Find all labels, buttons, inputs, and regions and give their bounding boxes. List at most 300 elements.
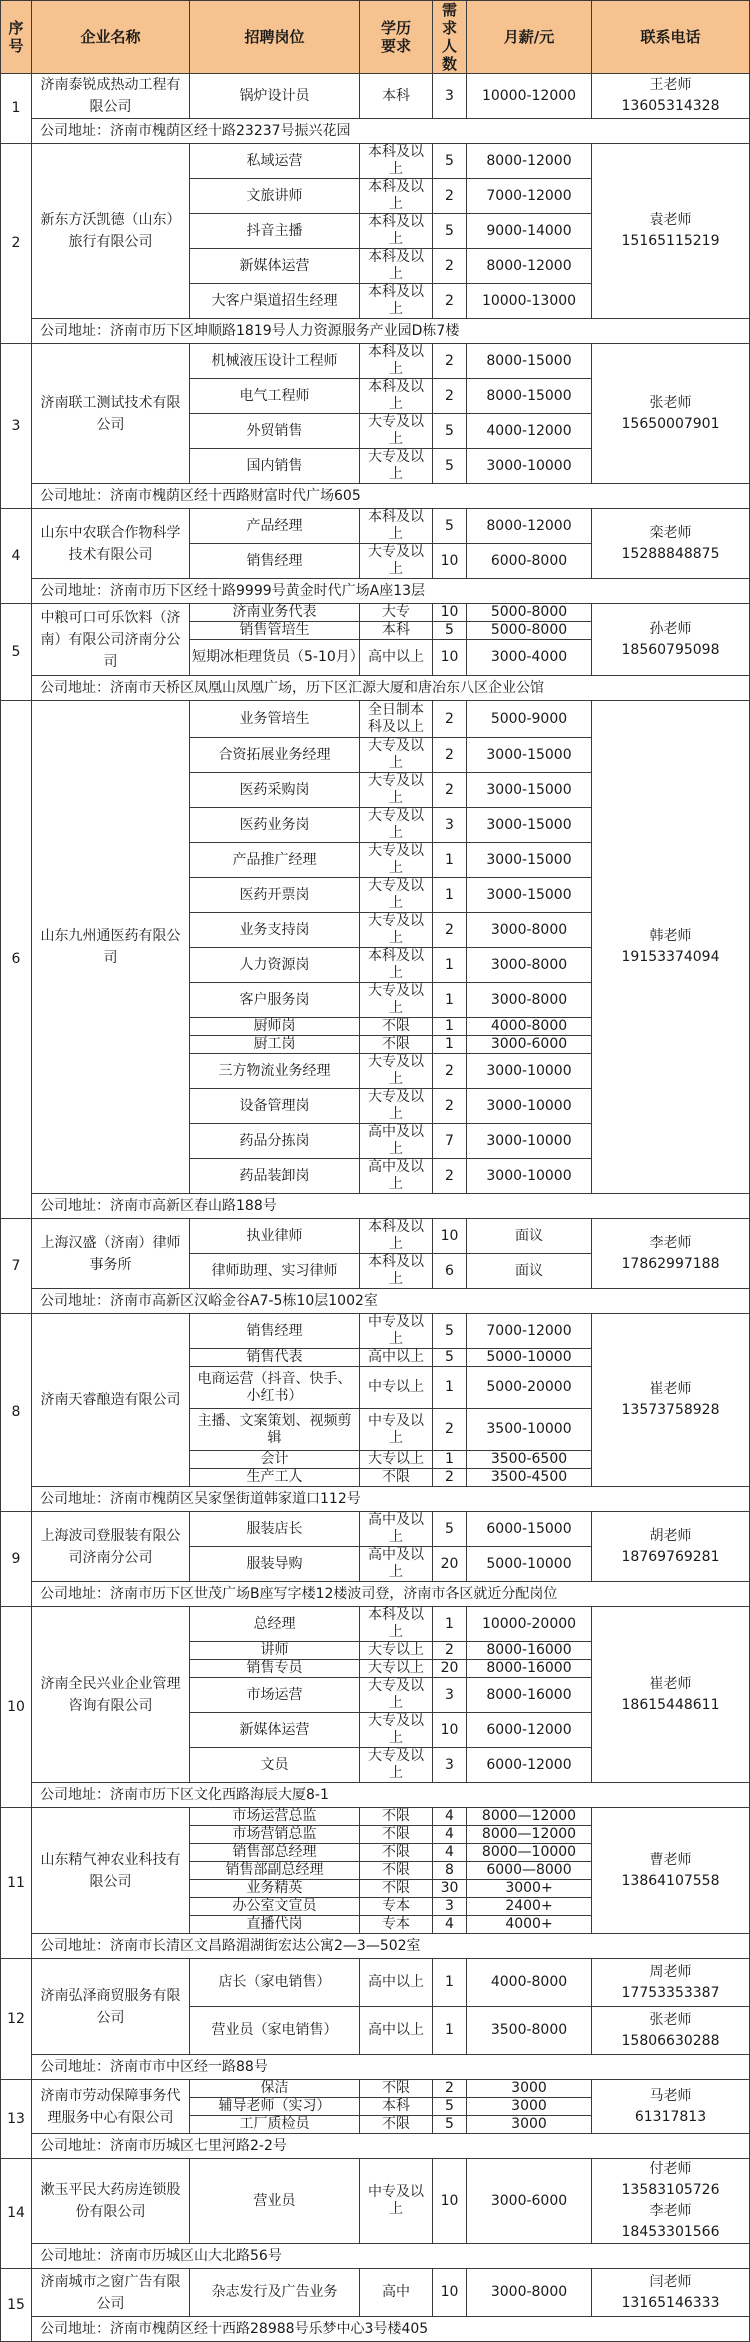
address-row xyxy=(1,1783,750,1808)
position-cell: 生产工人 xyxy=(190,1469,360,1487)
headcount-cell: 5 xyxy=(433,622,467,640)
position-cell: 杂志发行及广告业务 xyxy=(190,2269,360,2317)
contact-phone: 周老师 17753353387 xyxy=(592,1959,750,2007)
company-name: 济南城市之窗广告有限公司 xyxy=(32,2269,190,2317)
address-row xyxy=(1,579,750,604)
position-cell: 业务支持岗 xyxy=(190,913,360,948)
education-cell: 大专以上 xyxy=(360,1660,433,1678)
seq-cell: 6 xyxy=(1,701,32,1219)
headcount-cell: 2 xyxy=(433,2080,467,2098)
position-cell: 国内销售 xyxy=(190,449,360,484)
company-name: 济南全民兴业企业管理咨询有限公司 xyxy=(32,1607,190,1783)
headcount-cell: 2 xyxy=(433,1159,467,1194)
education-cell: 专本 xyxy=(360,1916,433,1934)
headcount-cell: 4 xyxy=(433,1916,467,1934)
headcount-cell: 1 xyxy=(433,1036,467,1054)
job-row xyxy=(1,701,750,738)
position-cell: 合资拓展业务经理 xyxy=(190,738,360,773)
company-address: 公司地址：济南市历城区山大北路56号 xyxy=(32,2244,750,2269)
company-address: 公司地址：济南市槐荫区经十路23237号振兴花园 xyxy=(32,119,750,144)
company-name: 中粮可口可乐饮料（济南）有限公司济南分公司 xyxy=(32,604,190,676)
position-cell: 总经理 xyxy=(190,1607,360,1642)
position-cell: 医药业务岗 xyxy=(190,808,360,843)
job-row xyxy=(1,2159,750,2244)
table-body xyxy=(1,74,750,2342)
position-cell: 市场营销总监 xyxy=(190,1826,360,1844)
address-row xyxy=(1,1289,750,1314)
company-address: 公司地址：济南市长清区文昌路湄湖街宏达公寓2—3—502室 xyxy=(32,1934,750,1959)
position-cell: 主播、文案策划、视频剪辑 xyxy=(190,1409,360,1451)
salary-cell: 3000-4000 xyxy=(467,640,592,676)
education-cell: 本科 xyxy=(360,622,433,640)
salary-cell: 5000-10000 xyxy=(467,1547,592,1582)
job-row xyxy=(1,1219,750,1254)
salary-cell: 3000-10000 xyxy=(467,1054,592,1089)
position-cell: 厨师岗 xyxy=(190,1018,360,1036)
job-row xyxy=(1,604,750,622)
education-cell: 本科及以上 xyxy=(360,249,433,284)
headcount-cell: 4 xyxy=(433,1808,467,1826)
position-cell: 服装店长 xyxy=(190,1512,360,1547)
headcount-cell: 10 xyxy=(433,544,467,579)
salary-cell: 3500-6500 xyxy=(467,1451,592,1469)
salary-cell: 8000-12000 xyxy=(467,249,592,284)
position-cell: 电气工程师 xyxy=(190,379,360,414)
salary-cell: 7000-12000 xyxy=(467,179,592,214)
education-cell: 不限 xyxy=(360,2116,433,2134)
position-cell: 济南业务代表 xyxy=(190,604,360,622)
education-cell: 本科及以上 xyxy=(360,1254,433,1289)
salary-cell: 3000-10000 xyxy=(467,449,592,484)
headcount-cell: 4 xyxy=(433,1826,467,1844)
headcount-cell: 2 xyxy=(433,249,467,284)
contact-phone: 张老师 15806630288 xyxy=(592,2007,750,2055)
seq-cell: 14 xyxy=(1,2159,32,2269)
headcount-cell: 2 xyxy=(433,1642,467,1660)
education-cell: 大专及以上 xyxy=(360,449,433,484)
address-row xyxy=(1,1582,750,1607)
salary-cell: 6000—8000 xyxy=(467,1862,592,1880)
salary-cell: 8000-12000 xyxy=(467,144,592,179)
address-row xyxy=(1,1487,750,1512)
seq-cell: 11 xyxy=(1,1808,32,1959)
header-salary: 月薪/元 xyxy=(467,1,592,74)
address-row xyxy=(1,319,750,344)
position-cell: 新媒体运营 xyxy=(190,1713,360,1748)
education-cell: 不限 xyxy=(360,1469,433,1487)
position-cell: 办公室文宣员 xyxy=(190,1898,360,1916)
education-cell: 不限 xyxy=(360,2080,433,2098)
headcount-cell: 2 xyxy=(433,1409,467,1451)
headcount-cell: 2 xyxy=(433,701,467,738)
salary-cell: 10000-20000 xyxy=(467,1607,592,1642)
contact-phone: 闫老师 13165146333 xyxy=(592,2269,750,2317)
education-cell: 高中及以上 xyxy=(360,1547,433,1582)
education-cell: 不限 xyxy=(360,1880,433,1898)
education-cell: 大专及以上 xyxy=(360,808,433,843)
education-cell: 大专以上 xyxy=(360,1642,433,1660)
company-name: 济南弘泽商贸服务有限公司 xyxy=(32,1959,190,2055)
job-row xyxy=(1,344,750,379)
seq-cell: 2 xyxy=(1,144,32,344)
headcount-cell: 2 xyxy=(433,913,467,948)
education-cell: 本科及以上 xyxy=(360,284,433,319)
education-cell: 不限 xyxy=(360,1844,433,1862)
salary-cell: 5000-10000 xyxy=(467,1349,592,1367)
salary-cell: 3000 xyxy=(467,2080,592,2098)
education-cell: 大专及以上 xyxy=(360,1678,433,1713)
salary-cell: 8000—12000 xyxy=(467,1808,592,1826)
education-cell: 中专及以上 xyxy=(360,1314,433,1349)
position-cell: 店长（家电销售） xyxy=(190,1959,360,2007)
position-cell: 营业员（家电销售） xyxy=(190,2007,360,2055)
headcount-cell: 3 xyxy=(433,74,467,119)
education-cell: 本科及以上 xyxy=(360,344,433,379)
headcount-cell: 3 xyxy=(433,808,467,843)
position-cell: 销售部副总经理 xyxy=(190,1862,360,1880)
position-cell: 市场运营 xyxy=(190,1678,360,1713)
address-row xyxy=(1,676,750,701)
position-cell: 市场运营总监 xyxy=(190,1808,360,1826)
address-row xyxy=(1,2317,750,2342)
company-address: 公司地址：济南市历城区七里河路2-2号 xyxy=(32,2134,750,2159)
headcount-cell: 10 xyxy=(433,640,467,676)
education-cell: 本科及以上 xyxy=(360,948,433,983)
education-cell: 中专及以上 xyxy=(360,1409,433,1451)
education-cell: 大专及以上 xyxy=(360,1089,433,1124)
contact-phone: 李老师 17862997188 xyxy=(592,1219,750,1289)
address-row xyxy=(1,1194,750,1219)
position-cell: 销售部总经理 xyxy=(190,1844,360,1862)
company-address: 公司地址：济南市历下区坤顺路1819号人力资源服务产业园D栋7楼 xyxy=(32,319,750,344)
seq-cell: 12 xyxy=(1,1959,32,2080)
education-cell: 不限 xyxy=(360,1826,433,1844)
headcount-cell: 2 xyxy=(433,1469,467,1487)
education-cell: 高中及以上 xyxy=(360,1159,433,1194)
address-row xyxy=(1,484,750,509)
position-cell: 外贸销售 xyxy=(190,414,360,449)
headcount-cell: 2 xyxy=(433,379,467,414)
headcount-cell: 5 xyxy=(433,449,467,484)
salary-cell: 8000—10000 xyxy=(467,1844,592,1862)
education-cell: 大专 xyxy=(360,604,433,622)
position-cell: 医药开票岗 xyxy=(190,878,360,913)
headcount-cell: 10 xyxy=(433,2159,467,2244)
headcount-cell: 1 xyxy=(433,948,467,983)
education-cell: 不限 xyxy=(360,1036,433,1054)
salary-cell: 3000-8000 xyxy=(467,913,592,948)
education-cell: 大专及以上 xyxy=(360,738,433,773)
salary-cell: 2400+ xyxy=(467,1898,592,1916)
education-cell: 全日制本科及以上 xyxy=(360,701,433,738)
education-cell: 大专及以上 xyxy=(360,878,433,913)
headcount-cell: 1 xyxy=(433,1367,467,1409)
salary-cell: 4000+ xyxy=(467,1916,592,1934)
position-cell: 文旅讲师 xyxy=(190,179,360,214)
salary-cell: 10000-12000 xyxy=(467,74,592,119)
header-headcount: 需求 人数 xyxy=(433,1,467,74)
salary-cell: 3000-8000 xyxy=(467,948,592,983)
education-cell: 本科及以上 xyxy=(360,1219,433,1254)
job-row xyxy=(1,2269,750,2317)
position-cell: 营业员 xyxy=(190,2159,360,2244)
education-cell: 专本 xyxy=(360,1898,433,1916)
headcount-cell: 5 xyxy=(433,1349,467,1367)
salary-cell: 3000-6000 xyxy=(467,2159,592,2244)
position-cell: 电商运营（抖音、快手、小红书） xyxy=(190,1367,360,1409)
salary-cell: 6000-12000 xyxy=(467,1748,592,1783)
position-cell: 销售管培生 xyxy=(190,622,360,640)
headcount-cell: 7 xyxy=(433,1124,467,1159)
education-cell: 高中及以上 xyxy=(360,1512,433,1547)
headcount-cell: 1 xyxy=(433,1451,467,1469)
company-address: 公司地址：济南市高新区春山路188号 xyxy=(32,1194,750,1219)
education-cell: 本科及以上 xyxy=(360,179,433,214)
company-address: 公司地址：济南市槐荫区经十西路财富时代广场605 xyxy=(32,484,750,509)
company-address: 公司地址：济南市槐荫区经十西路28988号乐梦中心3号楼405 xyxy=(32,2317,750,2342)
education-cell: 大专及以上 xyxy=(360,544,433,579)
salary-cell: 3000-10000 xyxy=(467,1159,592,1194)
salary-cell: 3000+ xyxy=(467,1880,592,1898)
position-cell: 执业律师 xyxy=(190,1219,360,1254)
salary-cell: 8000-16000 xyxy=(467,1660,592,1678)
salary-cell: 9000-14000 xyxy=(467,214,592,249)
position-cell: 销售经理 xyxy=(190,1314,360,1349)
education-cell: 中专以上 xyxy=(360,1367,433,1409)
headcount-cell: 3 xyxy=(433,1898,467,1916)
company-name: 山东中农联合作物科学技术有限公司 xyxy=(32,509,190,579)
headcount-cell: 2 xyxy=(433,179,467,214)
job-row xyxy=(1,1959,750,2007)
position-cell: 会计 xyxy=(190,1451,360,1469)
position-cell: 锅炉设计员 xyxy=(190,74,360,119)
address-row xyxy=(1,1934,750,1959)
headcount-cell: 5 xyxy=(433,1314,467,1349)
education-cell: 中专及以上 xyxy=(360,2159,433,2244)
education-cell: 本科及以上 xyxy=(360,214,433,249)
position-cell: 抖音主播 xyxy=(190,214,360,249)
salary-cell: 5000-8000 xyxy=(467,622,592,640)
education-cell: 不限 xyxy=(360,1808,433,1826)
seq-cell: 3 xyxy=(1,344,32,509)
headcount-cell: 5 xyxy=(433,214,467,249)
headcount-cell: 2 xyxy=(433,1054,467,1089)
headcount-cell: 10 xyxy=(433,1713,467,1748)
seq-cell: 1 xyxy=(1,74,32,144)
position-cell: 销售专员 xyxy=(190,1660,360,1678)
salary-cell: 7000-12000 xyxy=(467,1314,592,1349)
seq-cell: 13 xyxy=(1,2080,32,2159)
headcount-cell: 2 xyxy=(433,773,467,808)
salary-cell: 3000-10000 xyxy=(467,1089,592,1124)
company-address: 公司地址：济南市槐荫区吴家堡街道韩家道口112号 xyxy=(32,1487,750,1512)
seq-cell: 8 xyxy=(1,1314,32,1512)
education-cell: 本科及以上 xyxy=(360,144,433,179)
job-row xyxy=(1,2080,750,2098)
header-position: 招聘岗位 xyxy=(190,1,360,74)
education-cell: 高中以上 xyxy=(360,1959,433,2007)
salary-cell: 面议 xyxy=(467,1254,592,1289)
salary-cell: 3500-10000 xyxy=(467,1409,592,1451)
position-cell: 私域运营 xyxy=(190,144,360,179)
education-cell: 大专及以上 xyxy=(360,1713,433,1748)
contact-phone: 王老师 13605314328 xyxy=(592,74,750,119)
position-cell: 辅导老师（实习） xyxy=(190,2098,360,2116)
header-seq: 序号 xyxy=(1,1,32,74)
address-row xyxy=(1,2055,750,2080)
headcount-cell: 5 xyxy=(433,414,467,449)
salary-cell: 6000-8000 xyxy=(467,544,592,579)
position-cell: 工厂质检员 xyxy=(190,2116,360,2134)
contact-phone: 韩老师 19153374094 xyxy=(592,701,750,1194)
education-cell: 高中以上 xyxy=(360,1349,433,1367)
seq-cell: 7 xyxy=(1,1219,32,1314)
contact-phone: 孙老师 18560795098 xyxy=(592,604,750,676)
salary-cell: 8000-15000 xyxy=(467,379,592,414)
position-cell: 服装导购 xyxy=(190,1547,360,1582)
contact-phone: 袁老师 15165115219 xyxy=(592,144,750,319)
education-cell: 本科及以上 xyxy=(360,379,433,414)
position-cell: 药品装卸岗 xyxy=(190,1159,360,1194)
salary-cell: 8000-16000 xyxy=(467,1642,592,1660)
education-cell: 高中 xyxy=(360,2269,433,2317)
headcount-cell: 1 xyxy=(433,2007,467,2055)
salary-cell: 3500-4500 xyxy=(467,1469,592,1487)
headcount-cell: 10 xyxy=(433,604,467,622)
salary-cell: 3000 xyxy=(467,2116,592,2134)
headcount-cell: 2 xyxy=(433,284,467,319)
education-cell: 高中以上 xyxy=(360,640,433,676)
position-cell: 业务管培生 xyxy=(190,701,360,738)
headcount-cell: 4 xyxy=(433,1844,467,1862)
education-cell: 本科 xyxy=(360,2098,433,2116)
education-cell: 大专及以上 xyxy=(360,414,433,449)
position-cell: 律师助理、实习律师 xyxy=(190,1254,360,1289)
education-cell: 大专及以上 xyxy=(360,913,433,948)
salary-cell: 3000-15000 xyxy=(467,738,592,773)
contact-phone: 栾老师 15288848875 xyxy=(592,509,750,579)
headcount-cell: 30 xyxy=(433,1880,467,1898)
headcount-cell: 10 xyxy=(433,2269,467,2317)
seq-cell: 9 xyxy=(1,1512,32,1607)
position-cell: 设备管理岗 xyxy=(190,1089,360,1124)
position-cell: 短期冰柜理货员（5-10月） xyxy=(190,640,360,676)
company-name: 济南天睿酿造有限公司 xyxy=(32,1314,190,1487)
salary-cell: 3000-10000 xyxy=(467,1124,592,1159)
job-row xyxy=(1,74,750,119)
seq-cell: 5 xyxy=(1,604,32,701)
salary-cell: 3000-6000 xyxy=(467,1036,592,1054)
headcount-cell: 8 xyxy=(433,1862,467,1880)
company-name: 山东九州通医药有限公司 xyxy=(32,701,190,1194)
position-cell: 业务精英 xyxy=(190,1880,360,1898)
salary-cell: 6000-12000 xyxy=(467,1713,592,1748)
headcount-cell: 3 xyxy=(433,1678,467,1713)
salary-cell: 10000-13000 xyxy=(467,284,592,319)
education-cell: 大专及以上 xyxy=(360,843,433,878)
company-address: 公司地址：济南市高新区汉峪金谷A7-5栋10层1002室 xyxy=(32,1289,750,1314)
company-name: 山东精气神农业科技有限公司 xyxy=(32,1808,190,1934)
salary-cell: 3000-15000 xyxy=(467,808,592,843)
company-name: 漱玉平民大药房连锁股份有限公司 xyxy=(32,2159,190,2244)
company-name: 上海汉盛（济南）律师事务所 xyxy=(32,1219,190,1289)
salary-cell: 4000-12000 xyxy=(467,414,592,449)
headcount-cell: 10 xyxy=(433,1219,467,1254)
salary-cell: 3000-8000 xyxy=(467,2269,592,2317)
education-cell: 不限 xyxy=(360,1018,433,1036)
salary-cell: 8000-12000 xyxy=(467,509,592,544)
header-education: 学历 要求 xyxy=(360,1,433,74)
company-name: 上海波司登服装有限公司济南分公司 xyxy=(32,1512,190,1582)
headcount-cell: 20 xyxy=(433,1660,467,1678)
header-company: 企业名称 xyxy=(32,1,190,74)
headcount-cell: 2 xyxy=(433,1089,467,1124)
company-name: 济南泰锐成热动工程有限公司 xyxy=(32,74,190,119)
salary-cell: 4000-8000 xyxy=(467,1018,592,1036)
education-cell: 大专以上 xyxy=(360,1451,433,1469)
education-cell: 高中以上 xyxy=(360,2007,433,2055)
salary-cell: 3000-8000 xyxy=(467,983,592,1018)
contact-phone: 胡老师 18769769281 xyxy=(592,1512,750,1582)
education-cell: 高中及以上 xyxy=(360,1124,433,1159)
company-address: 公司地址：济南市历下区世茂广场B座写字楼12楼波司登，济南市各区就近分配岗位 xyxy=(32,1582,750,1607)
headcount-cell: 1 xyxy=(433,843,467,878)
header-contact: 联系电话 xyxy=(592,1,750,74)
education-cell: 不限 xyxy=(360,1862,433,1880)
header-row xyxy=(1,1,750,74)
position-cell: 大客户渠道招生经理 xyxy=(190,284,360,319)
contact-phone: 崔老师 18615448611 xyxy=(592,1607,750,1783)
position-cell: 机械液压设计工程师 xyxy=(190,344,360,379)
position-cell: 文员 xyxy=(190,1748,360,1783)
headcount-cell: 2 xyxy=(433,344,467,379)
seq-cell: 10 xyxy=(1,1607,32,1808)
position-cell: 销售代表 xyxy=(190,1349,360,1367)
job-row xyxy=(1,144,750,179)
job-row xyxy=(1,1314,750,1349)
seq-cell: 15 xyxy=(1,2269,32,2342)
education-cell: 本科及以上 xyxy=(360,509,433,544)
company-name: 济南联工测试技术有限公司 xyxy=(32,344,190,484)
education-cell: 大专及以上 xyxy=(360,773,433,808)
headcount-cell: 6 xyxy=(433,1254,467,1289)
headcount-cell: 2 xyxy=(433,738,467,773)
address-row xyxy=(1,2134,750,2159)
headcount-cell: 1 xyxy=(433,1018,467,1036)
salary-cell: 8000—12000 xyxy=(467,1826,592,1844)
salary-cell: 3000 xyxy=(467,2098,592,2116)
headcount-cell: 5 xyxy=(433,509,467,544)
position-cell: 客户服务岗 xyxy=(190,983,360,1018)
education-cell: 大专及以上 xyxy=(360,1748,433,1783)
headcount-cell: 5 xyxy=(433,2116,467,2134)
job-row xyxy=(1,1512,750,1547)
salary-cell: 3000-15000 xyxy=(467,843,592,878)
headcount-cell: 3 xyxy=(433,1748,467,1783)
position-cell: 直播代岗 xyxy=(190,1916,360,1934)
headcount-cell: 20 xyxy=(433,1547,467,1582)
company-address: 公司地址：济南市历下区文化西路海辰大厦8-1 xyxy=(32,1783,750,1808)
headcount-cell: 1 xyxy=(433,878,467,913)
headcount-cell: 1 xyxy=(433,983,467,1018)
headcount-cell: 1 xyxy=(433,1959,467,2007)
position-cell: 讲师 xyxy=(190,1642,360,1660)
position-cell: 人力资源岗 xyxy=(190,948,360,983)
headcount-cell: 5 xyxy=(433,144,467,179)
address-row xyxy=(1,119,750,144)
address-row xyxy=(1,2244,750,2269)
salary-cell: 8000-15000 xyxy=(467,344,592,379)
